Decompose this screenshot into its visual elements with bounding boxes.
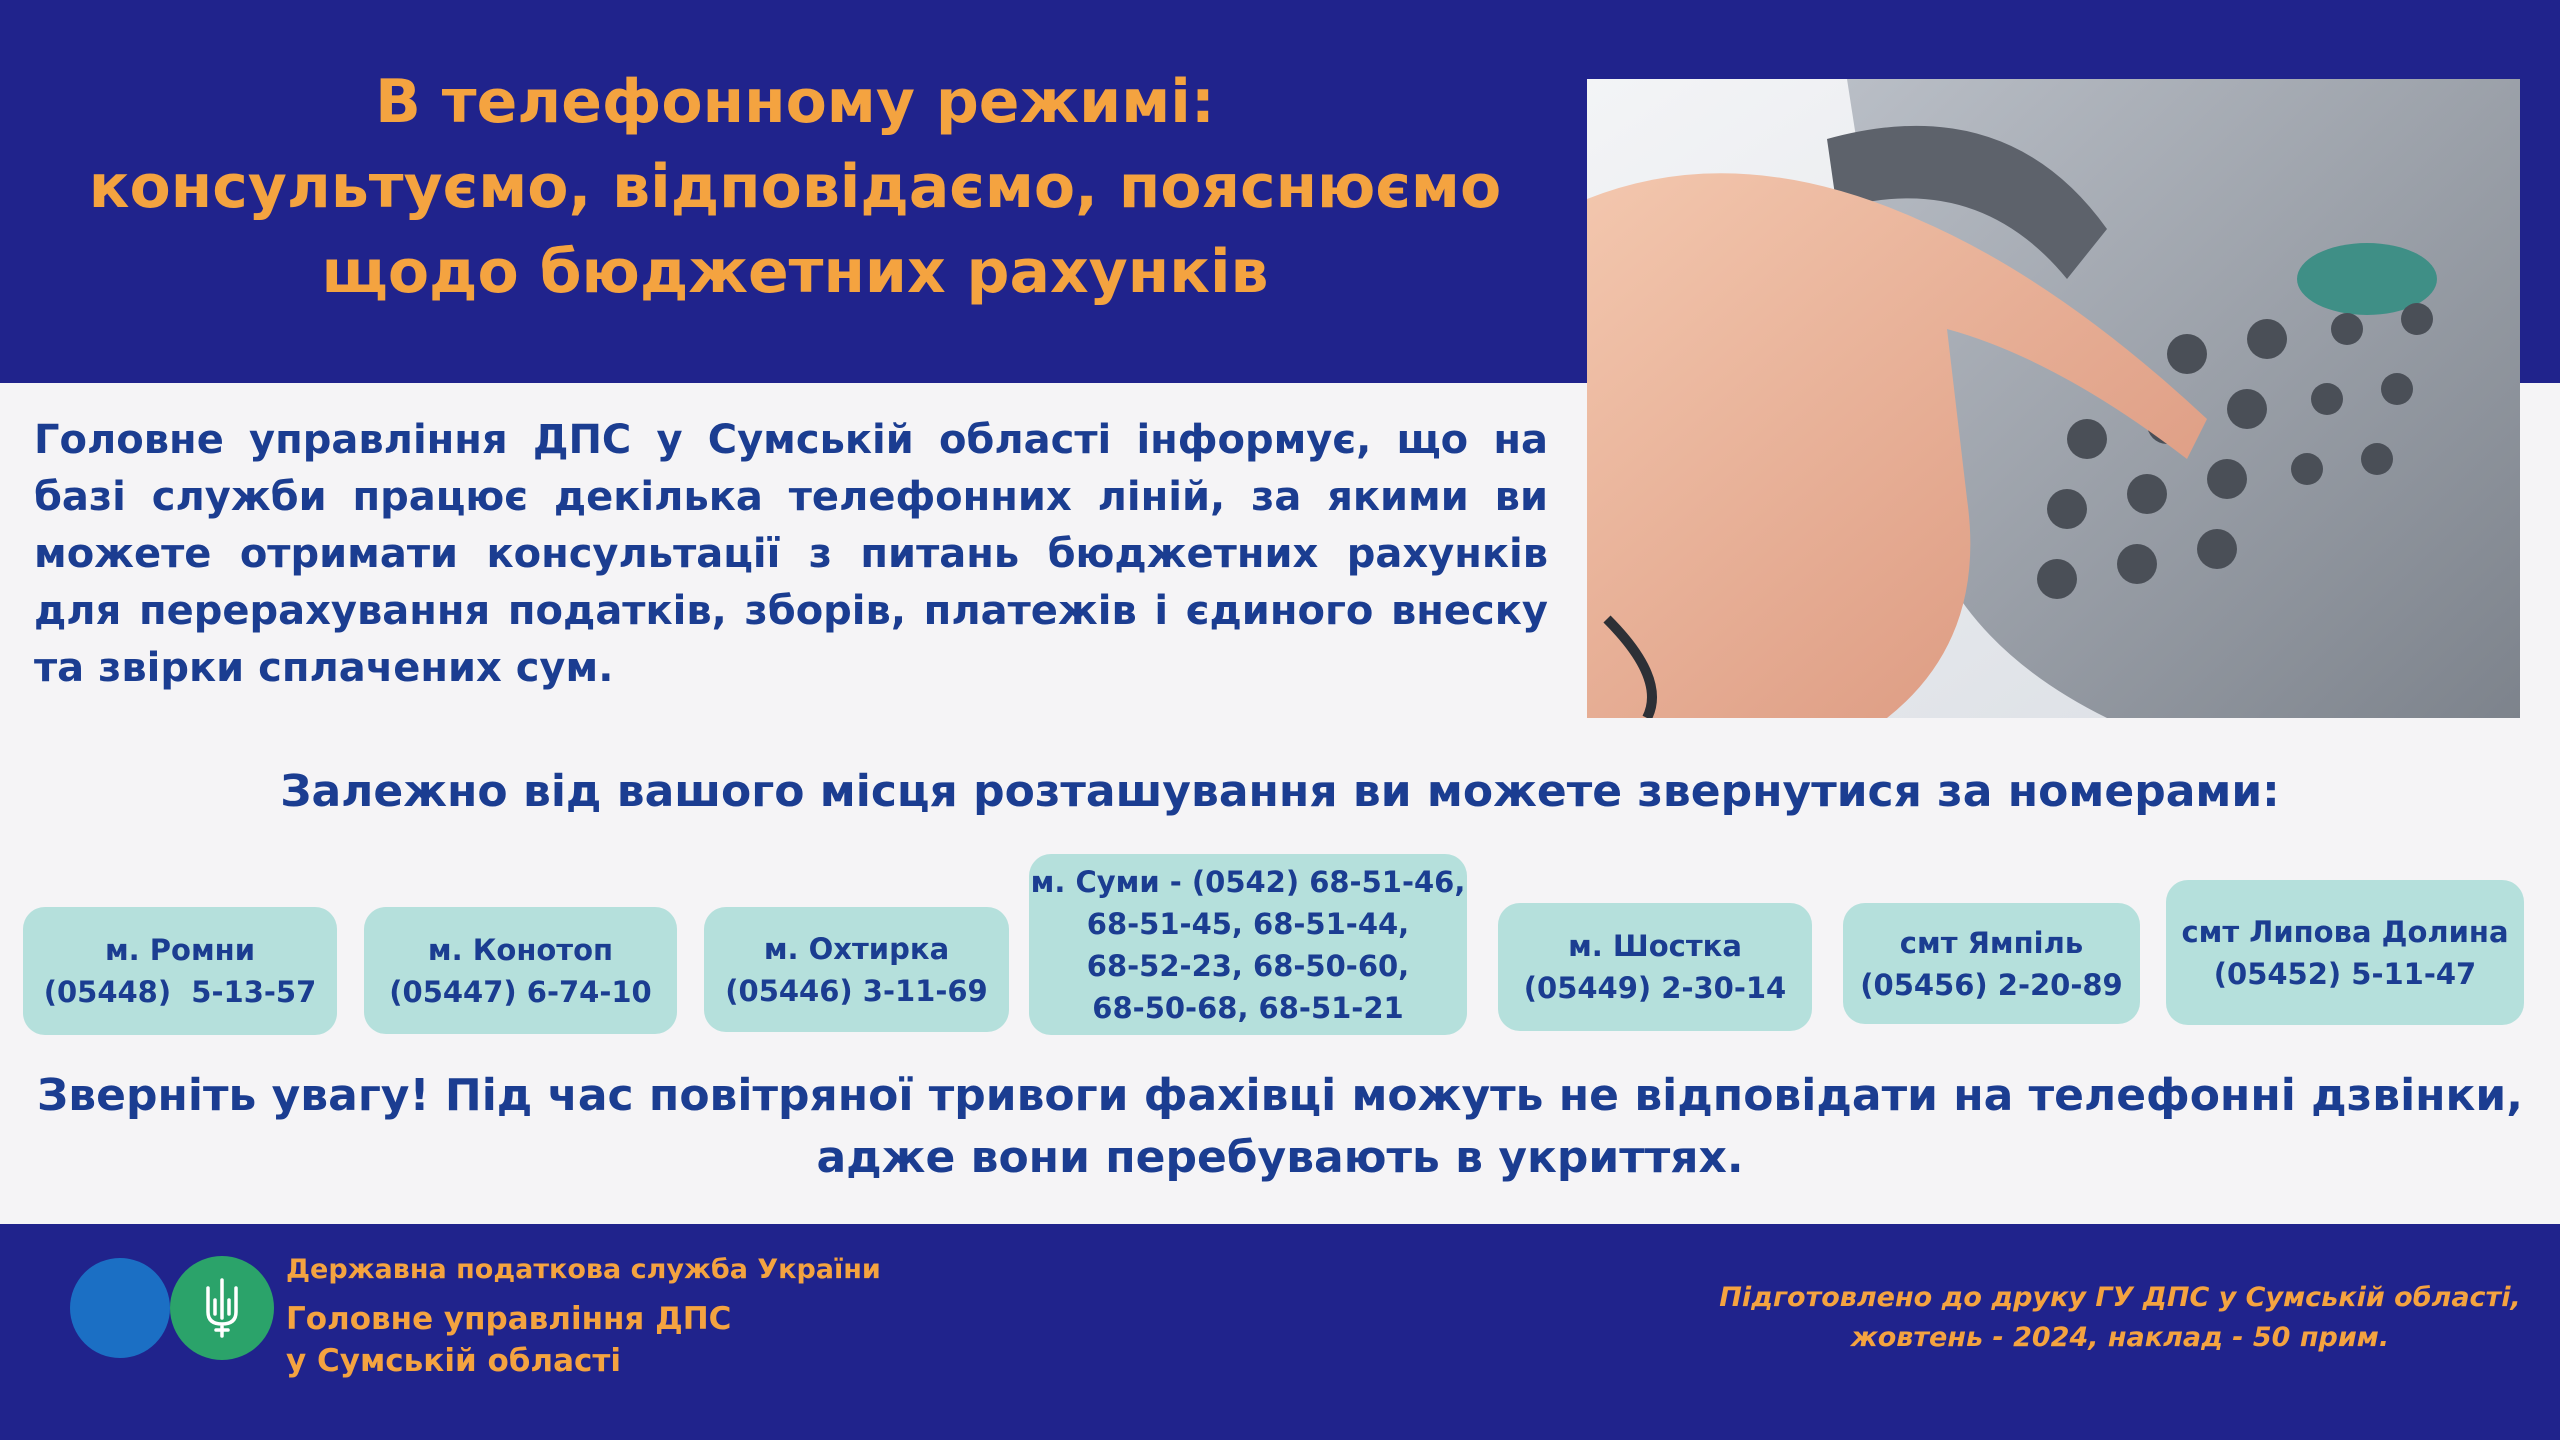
contact-city: смт Ямпіль (1899, 925, 2084, 960)
title-line-1: В телефонному режимі: (375, 67, 1215, 137)
contact-city: м. Суми - (0542) 68-51-46, (1030, 864, 1466, 899)
notice-line-2: адже вони перебувають в укриттях. (816, 1132, 1744, 1183)
telephone-photo (1587, 79, 2520, 718)
title-line-3: щодо бюджетних рахунків (321, 237, 1269, 307)
contact-city: смт Липова Долина (2181, 914, 2509, 949)
contact-phone: 68-50-68, 68-51-21 (1092, 990, 1404, 1025)
logo-green-circle (170, 1256, 274, 1360)
org-line-1: Головне управління ДПС (286, 1301, 732, 1337)
contact-card-shostka (1498, 903, 1812, 1031)
contact-card-lypova-dolyna (2166, 880, 2524, 1025)
notice-line-1: Зверніть увагу! Під час повітряної тривоги фахівці можуть не відповідати на телефонні дзвінки, (37, 1070, 2523, 1121)
contact-phone: (05447) 6-74-10 (389, 974, 652, 1009)
contact-card-sumy (1029, 854, 1467, 1035)
contact-phone: 68-52-23, 68-50-60, (1086, 948, 1410, 983)
contact-phone: (05456) 2-20-89 (1860, 967, 2123, 1002)
contact-city: м. Шостка (1568, 929, 1742, 963)
page-title (0, 60, 1590, 315)
contact-phone: 68-51-45, 68-51-44, (1086, 906, 1410, 941)
contact-card-romny (23, 907, 337, 1035)
print-note (1690, 1278, 2550, 1358)
contacts-heading: Залежно від вашого місця розташування ви можете звернутися за номерами: (280, 766, 2280, 817)
air-raid-notice (0, 1065, 2560, 1189)
contact-city: м. Конотоп (427, 932, 614, 967)
trident-icon (202, 1278, 242, 1338)
contact-phone: (05452) 5-11-47 (2213, 956, 2477, 991)
contact-phone: (05449) 2-30-14 (1523, 971, 1787, 1005)
print-note-line-1: Підготовлено до друку ГУ ДПС у Сумській області, (1719, 1282, 2521, 1313)
contact-city: м. Охтирка (763, 931, 950, 966)
contact-phone: (05448) 5-13-57 (43, 975, 317, 1009)
org-name-regional (286, 1298, 731, 1382)
contact-card-konotop (364, 907, 677, 1034)
org-name-national: Державна податкова служба України (286, 1254, 881, 1285)
title-line-2: консультуємо, відповідаємо, пояснюємо (88, 152, 1502, 222)
contact-card-yampil (1843, 903, 2140, 1024)
intro-paragraph: Головне управління ДПС у Сумській області інформує, що на базі служби працює декілька телефонних ліній, за якими ви можете отримати консультації з питань бюджетних рахунків для перерахування податків, зборів, платежів і єдиного внеску та звірки сплачених сум. (34, 417, 1548, 691)
contact-phone: (05446) 3-11-69 (725, 973, 988, 1008)
org-line-2: у Сумській області (286, 1343, 621, 1379)
logo-blue-circle (70, 1258, 170, 1358)
contact-city: м. Ромни (104, 933, 256, 967)
contact-card-okhtyrka (704, 907, 1009, 1032)
print-note-line-2: жовтень - 2024, наклад - 50 прим. (1850, 1322, 2390, 1353)
